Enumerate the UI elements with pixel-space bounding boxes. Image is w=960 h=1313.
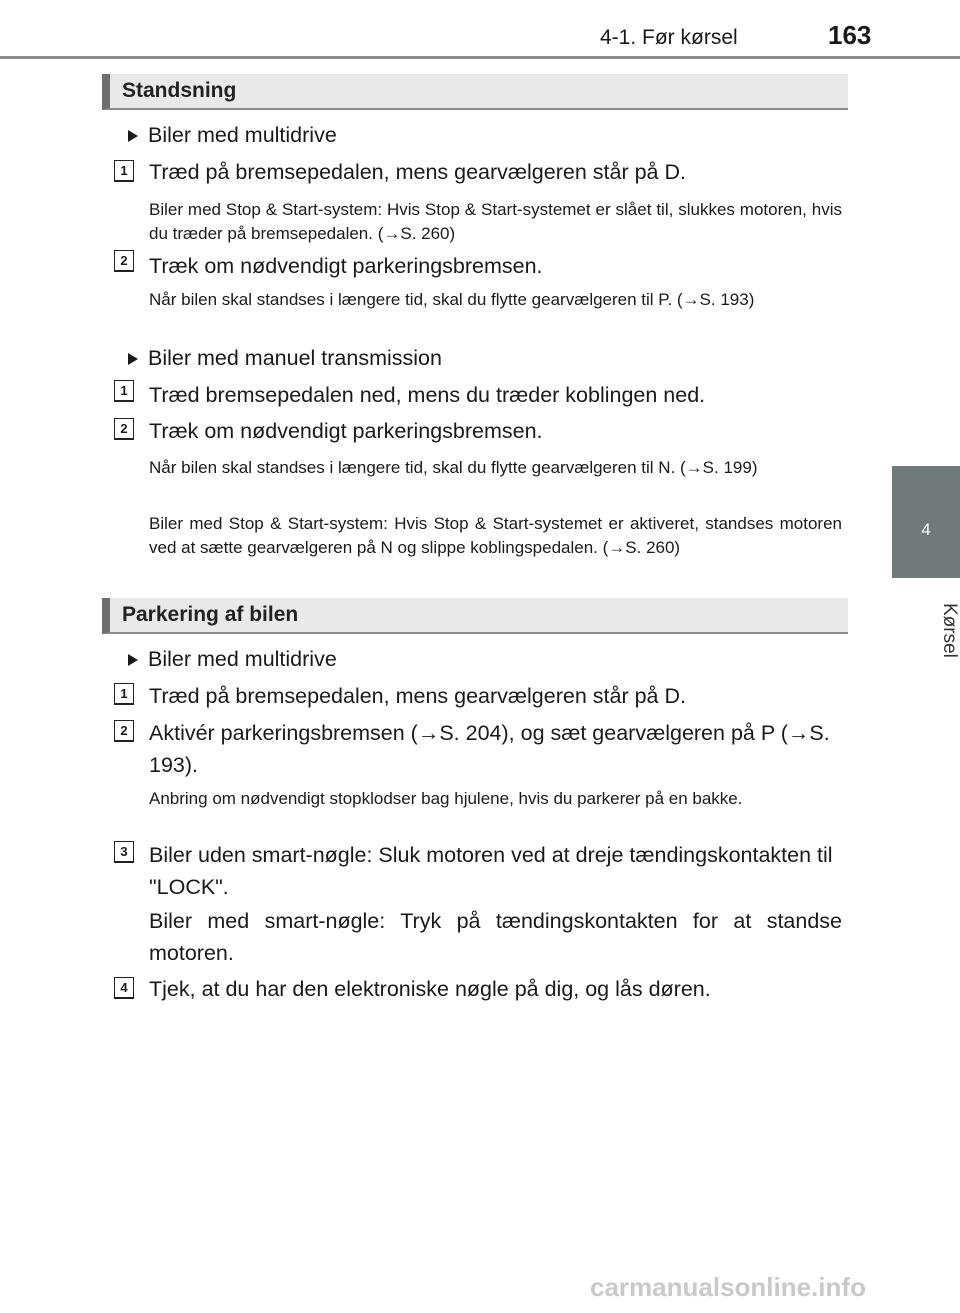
chapter-tab [892,466,960,578]
note-text: Biler med Stop & Start-system: Hvis Stop & Start-systemet er slået til, slukkes motoren, hvis du træder på bremsepedalen. (→S. 260) [149,200,842,243]
subheading-text: Biler med manuel transmission [148,346,442,370]
triangle-bullet-icon [128,130,138,142]
header-section-title: 4-1. Før kørsel [600,26,738,49]
triangle-bullet-icon [128,654,138,666]
step-text: Aktivér parkeringsbremsen (→S. 204), og sæt gearvælgeren på P (→S. 193). [149,721,830,777]
subheading-manual [128,346,442,371]
page-number: 163 [828,20,872,50]
step-number-box: 2 [114,250,134,272]
note-text: Når bilen skal standses i længere tid, skal du flytte gearvælgeren til N. (→S. 199) [149,458,758,477]
chapter-label: Kørsel [939,602,960,658]
note-text: Anbring om nødvendigt stopklodser bag hjulene, hvis du parkerer på en bakke. [149,789,743,808]
step-number-box: 1 [114,160,134,182]
step-text: Træd på bremsepedalen, mens gearvælgeren står på D. [149,160,686,184]
step-text: Biler uden smart-nøgle: Sluk motoren ved at dreje tændingskontakten til "LOCK". [149,843,833,899]
note-text: Biler med Stop & Start-system: Hvis Stop & Start-systemet er aktiveret, standses motoren ved at sætte gearvælgeren på N og slippe koblingspedalen. (→S. 260) [149,514,842,557]
subheading-multidrive [128,647,337,672]
step-text: Tjek, at du har den elektroniske nøgle på dig, og lås døren. [149,977,711,1001]
watermark: carmanualsonline.info [590,1272,866,1302]
step-text: Træd bremsepedalen ned, mens du træder koblingen ned. [149,383,706,407]
header-rule [0,56,960,59]
step-text: Træk om nødvendigt parkeringsbremsen. [149,254,543,278]
subheading-multidrive [128,123,337,148]
section-title-standsning: Standsning [102,74,848,110]
triangle-bullet-icon [128,353,138,365]
step-number-box: 3 [114,841,134,863]
section-title-parkering: Parkering af bilen [102,598,848,634]
chapter-number: 4 [921,520,931,539]
step-text: Træd på bremsepedalen, mens gearvælgeren står på D. [149,684,686,708]
subheading-text: Biler med multidrive [148,647,337,671]
step-text: Træk om nødvendigt parkeringsbremsen. [149,419,543,443]
step-number-box: 1 [114,380,134,402]
step-number-box: 4 [114,977,134,999]
step-text: Biler med smart-nøgle: Tryk på tændingskontakten for at standse motoren. [149,909,842,965]
note-text: Når bilen skal standses i længere tid, skal du flytte gearvælgeren til P. (→S. 193) [149,290,755,309]
step-number-box: 2 [114,418,134,440]
subheading-text: Biler med multidrive [148,123,337,147]
step-number-box: 2 [114,720,134,742]
step-number-box: 1 [114,683,134,705]
